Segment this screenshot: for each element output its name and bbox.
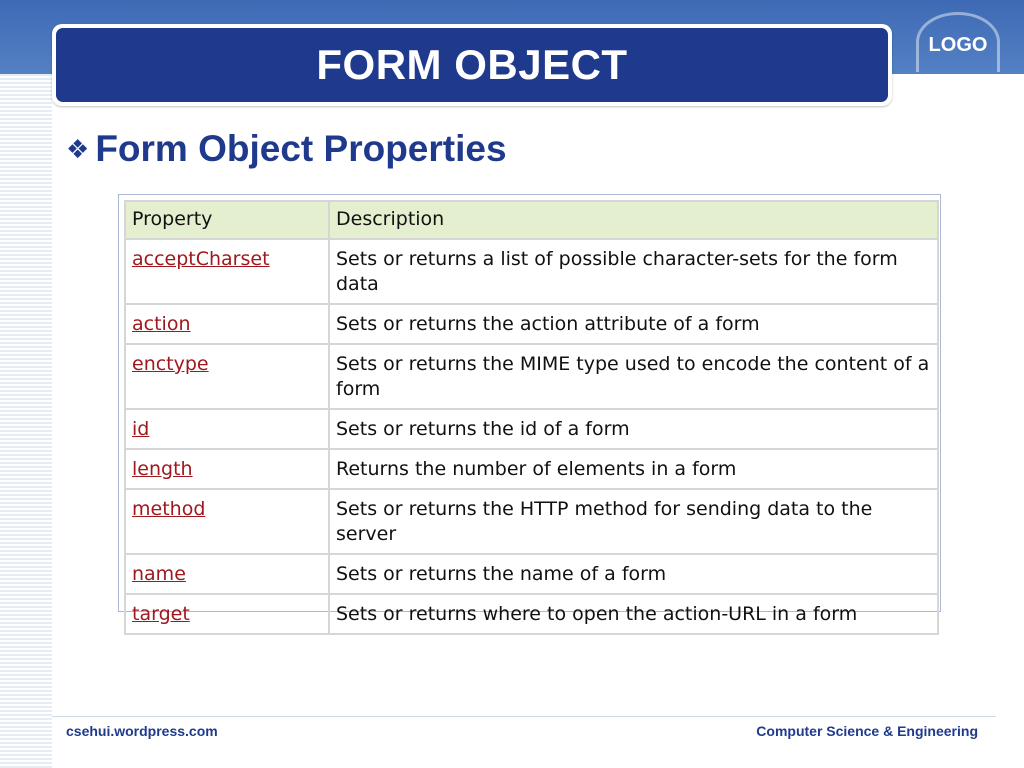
property-description: Sets or returns the name of a form (329, 554, 938, 594)
property-link-length[interactable]: length (125, 449, 329, 489)
property-description: Sets or returns the action attribute of a form (329, 304, 938, 344)
table-header-row (125, 201, 938, 239)
heading-text: Form Object Properties (95, 128, 507, 169)
table-row (125, 449, 938, 489)
header-property: Property (125, 201, 329, 239)
property-description: Sets or returns the HTTP method for sending data to the server (329, 489, 938, 554)
footer-website: csehui.wordpress.com (66, 723, 218, 739)
logo-text: LOGO (928, 34, 988, 56)
left-stripe-decoration (0, 74, 52, 768)
property-description: Sets or returns the id of a form (329, 409, 938, 449)
table-row (125, 409, 938, 449)
property-link-method[interactable]: method (125, 489, 329, 554)
title-banner (56, 28, 888, 102)
table-row (125, 239, 938, 304)
table-row (125, 554, 938, 594)
property-description: Returns the number of elements in a form (329, 449, 938, 489)
diamond-bullet-icon: ❖ (66, 134, 90, 164)
properties-table-frame (118, 194, 941, 625)
logo (910, 12, 1006, 74)
footer-department: Computer Science & Engineering (756, 723, 978, 739)
section-heading (66, 128, 507, 170)
footer-divider (52, 716, 996, 717)
property-description: Sets or returns where to open the action-URL in a form (329, 594, 938, 634)
slide-title: FORM OBJECT (316, 41, 628, 88)
table-row (125, 344, 938, 409)
property-link-enctype[interactable]: enctype (125, 344, 329, 409)
property-description: Sets or returns a list of possible character-sets for the form data (329, 239, 938, 304)
property-link-acceptcharset[interactable]: acceptCharset (125, 239, 329, 304)
property-link-target[interactable]: target (125, 594, 329, 634)
property-link-action[interactable]: action (125, 304, 329, 344)
property-description: Sets or returns the MIME type used to encode the content of a form (329, 344, 938, 409)
property-link-id[interactable]: id (125, 409, 329, 449)
property-link-name[interactable]: name (125, 554, 329, 594)
properties-table (124, 200, 939, 635)
table-row (125, 304, 938, 344)
table-row (125, 489, 938, 554)
header-description: Description (329, 201, 938, 239)
title-box (52, 24, 892, 106)
table-row (125, 594, 938, 634)
